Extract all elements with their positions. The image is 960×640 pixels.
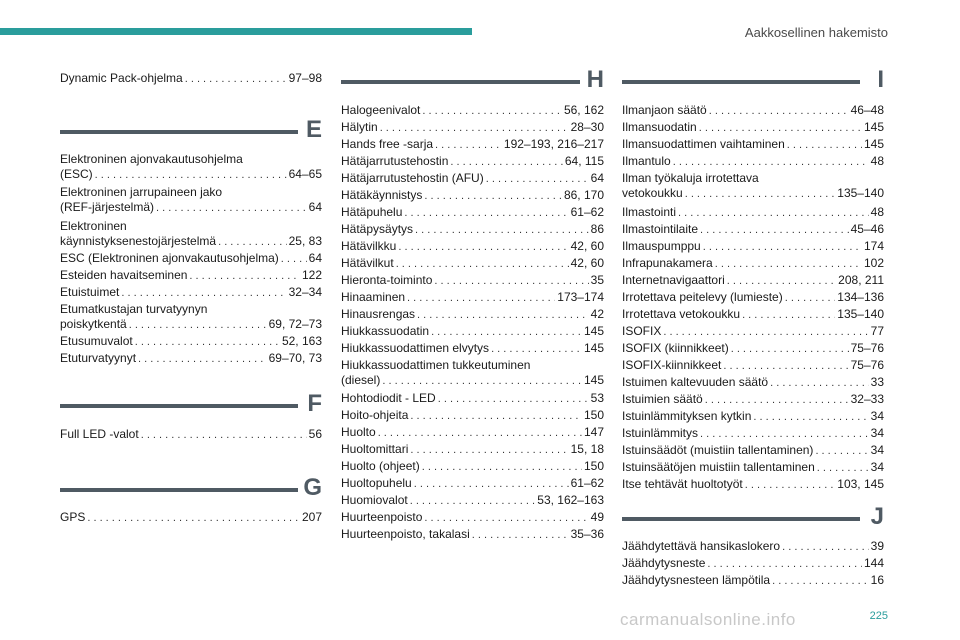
index-entry: Full LED -valot . . . 56 — [60, 427, 322, 443]
index-entry: Ilmauspumppu . . . 174 — [622, 239, 884, 255]
page-header-title: Aakkosellinen hakemisto — [744, 25, 888, 40]
index-entry: Halogeenivalot . . . 56, 162 — [341, 103, 604, 119]
index-entry: Ilmastointi . . . 48 — [622, 205, 884, 221]
index-entry: Itse tehtävät huoltotyöt . . . 103, 145 — [622, 477, 884, 493]
index-entry: Huolto . . . 147 — [341, 425, 604, 441]
index-entry: Istuinlämmityksen kytkin . . . 34 — [622, 409, 884, 425]
index-entry: ISOFIX . . . 77 — [622, 324, 884, 340]
index-entry: Internetnavigaattori . . . 208, 211 — [622, 273, 884, 289]
page-number: 225 — [869, 610, 888, 622]
section-header-i: I — [622, 66, 884, 102]
index-entry: Jäähdytysneste . . . 144 — [622, 556, 884, 572]
index-entry: Hands free -sarja . . . 192–193, 216–217 — [341, 137, 604, 153]
index-entry: Hälytin . . . 28–30 — [341, 120, 604, 136]
index-entry: Hätäkäynnistys . . . 86, 170 — [341, 188, 604, 204]
index-entry: Istuimien säätö . . . 32–33 — [622, 392, 884, 408]
index-entry: Istuinlämmitys . . . 34 — [622, 426, 884, 442]
section-header-j: J — [622, 503, 884, 539]
index-entry: Irrotettava peitelevy (lumieste) . . . 134–136 — [622, 290, 884, 306]
header-accent-bar — [0, 28, 472, 35]
index-entry: Dynamic Pack-ohjelma . . . 97–98 — [60, 71, 322, 87]
index-entry: Ilmansuodattimen vaihtaminen . . . 145 — [622, 137, 884, 153]
section-header-e: E — [60, 116, 322, 152]
index-entry: Hieronta-toiminto . . . 35 — [341, 273, 604, 289]
index-entry: Ilmansuodatin . . . 145 — [622, 120, 884, 136]
index-entry: Huurteenpoisto . . . 49 — [341, 510, 604, 526]
index-entry: Hohtodiodit - LED . . . 53 — [341, 391, 604, 407]
index-entry: Jäähdytysnesteen lämpötila . . . 16 — [622, 573, 884, 589]
index-entry: Hinaaminen . . . 173–174 — [341, 290, 604, 306]
index-entry: Jäähdytettävä hansikaslokero . . . 39 — [622, 539, 884, 555]
index-entry: Istuimen kaltevuuden säätö . . . 33 — [622, 375, 884, 391]
index-entry: Infrapunakamera . . . 102 — [622, 256, 884, 272]
index-entry: Hiukkassuodattimen tukkeutuminen (diesel) . . . 145 — [341, 358, 604, 389]
index-entry: Hinausrengas . . . 42 — [341, 307, 604, 323]
index-entry: Etuistuimet . . . 32–34 — [60, 285, 322, 301]
index-entry: Ilmanjaon säätö . . . 46–48 — [622, 103, 884, 119]
index-entry: Etusumuvalot . . . 52, 163 — [60, 334, 322, 350]
index-entry: Hätävilkut . . . 42, 60 — [341, 256, 604, 272]
section-header-g: G — [60, 474, 322, 510]
index-entry: Ilman työkaluja irrotettava vetokoukku . . . 135–140 — [622, 171, 884, 202]
index-entry: ESC (Elektroninen ajonvakautusohjelma) . . . 64 — [60, 251, 322, 267]
index-entry: Hiukkassuodattimen elvytys . . . 145 — [341, 341, 604, 357]
index-entry: Hiukkassuodatin . . . 145 — [341, 324, 604, 340]
index-entry: Hoito-ohjeita . . . 150 — [341, 408, 604, 424]
watermark: carmanualsonline.info — [620, 610, 796, 629]
index-entry: ISOFIX-kiinnikkeet . . . 75–76 — [622, 358, 884, 374]
index-entry: Huoltopuhelu . . . 61–62 — [341, 476, 604, 492]
index-entry: Hätävilkku . . . 42, 60 — [341, 239, 604, 255]
index-entry: Irrotettava vetokoukku . . . 135–140 — [622, 307, 884, 323]
index-entry: Ilmastointilaite . . . 45–46 — [622, 222, 884, 238]
index-entry: Elektroninen ajonvakautusohjelma (ESC) . . . 64–65 — [60, 152, 322, 183]
section-header-f: F — [60, 390, 322, 426]
index-entry: Esteiden havaitseminen . . . 122 — [60, 268, 322, 284]
index-entry: Huurteenpoisto, takalasi . . . 35–36 — [341, 527, 604, 543]
index-entry: Huolto (ohjeet) . . . 150 — [341, 459, 604, 475]
index-entry: ISOFIX (kiinnikkeet) . . . 75–76 — [622, 341, 884, 357]
index-entry: Istuinsäätöjen muistiin tallentaminen . . . 34 — [622, 460, 884, 476]
index-entry: Hätäpysäytys . . . 86 — [341, 222, 604, 238]
index-entry: Etuturvatyynyt . . . 69–70, 73 — [60, 351, 322, 367]
index-entry: Huomiovalot . . . 53, 162–163 — [341, 493, 604, 509]
index-entry: Hätäjarrutustehostin (AFU) . . . 64 — [341, 171, 604, 187]
section-header-h: H — [341, 66, 604, 102]
index-entry: Elektroninen jarrupaineen jako (REF-järjestelmä) . . . 64 — [60, 185, 322, 216]
index-entry: GPS . . . 207 — [60, 510, 322, 526]
index-entry: Hätäjarrutustehostin . . . 64, 115 — [341, 154, 604, 170]
index-entry: Istuinsäädöt (muistiin tallentaminen) . . . 34 — [622, 443, 884, 459]
index-entry: Ilmantulo . . . 48 — [622, 154, 884, 170]
index-entry: Hätäpuhelu . . . 61–62 — [341, 205, 604, 221]
index-entry: Elektroninen käynnistyksenestojärjestelmä . . . 25, 83 — [60, 219, 322, 250]
index-entry: Huoltomittari . . . 15, 18 — [341, 442, 604, 458]
index-entry: Etumatkustajan turvatyynyn poiskytkentä . . . 69, 72–73 — [60, 302, 322, 333]
